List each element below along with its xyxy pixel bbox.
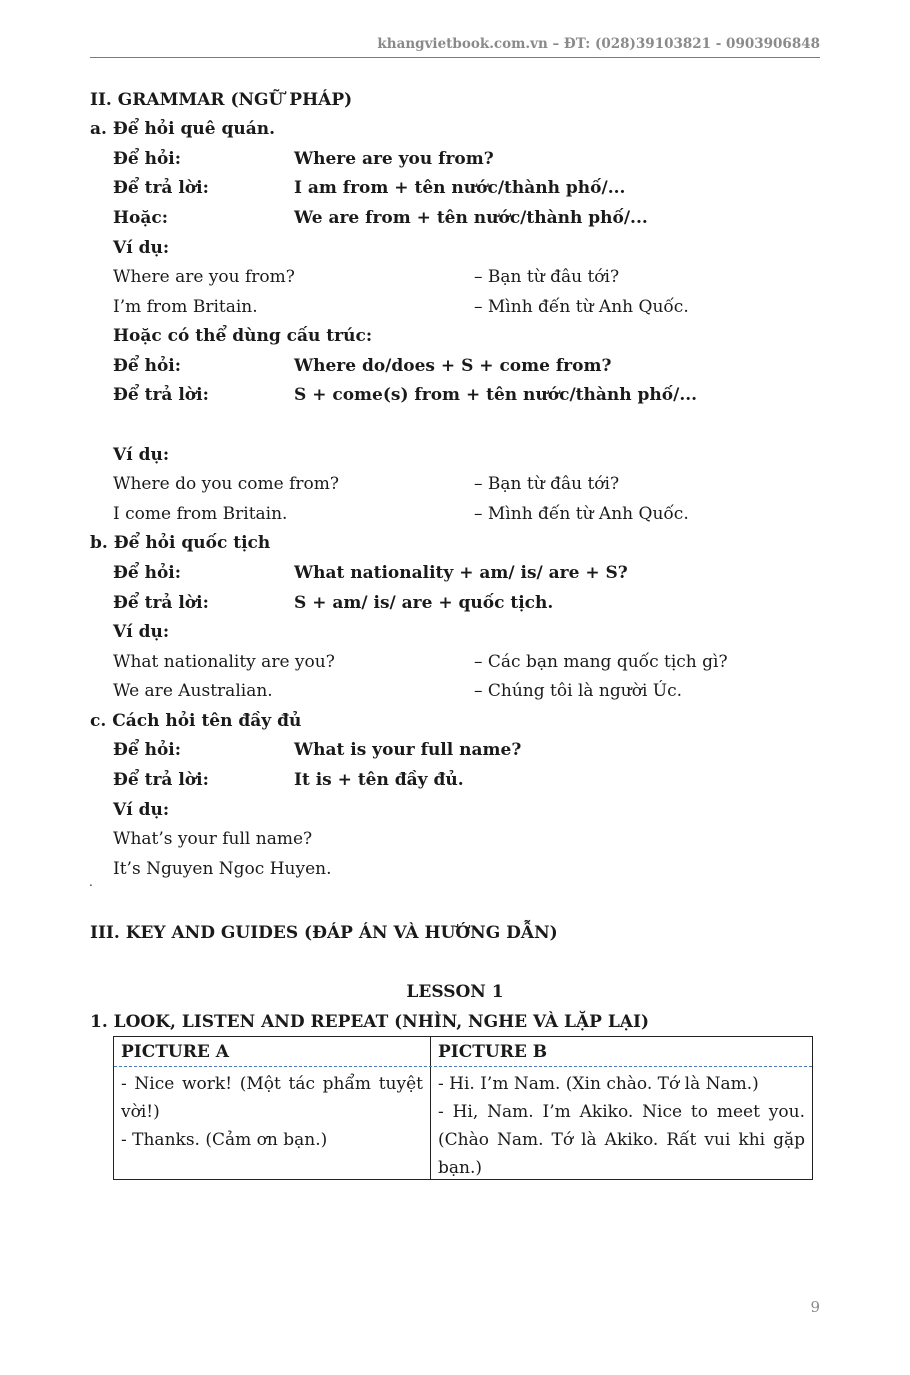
table-header-picture-a: PICTURE A: [121, 1042, 229, 1062]
a-example-row-4: [0, 503, 910, 525]
table-cell-picture-a: [121, 1070, 423, 1154]
a-answer2-row: [0, 384, 910, 406]
a-example-row-3: [0, 473, 910, 495]
b-answer-row: [0, 592, 910, 614]
task-1-heading: 1. LOOK, LISTEN AND REPEAT (NHÌN, NGHE VÀ LẶP LẠI): [90, 1012, 649, 1032]
c-answer-pattern: It is + tên đầy đủ.: [294, 770, 464, 790]
a-answer-row: [0, 177, 910, 199]
b-ask-label: Để hỏi:: [113, 563, 182, 583]
subsection-a-heading: a. Để hỏi quê quán.: [90, 119, 276, 139]
b-example-row-1: [0, 651, 910, 673]
a-ask2-row: [0, 355, 910, 377]
a-answer2-pattern: S + come(s) from + tên nước/thành phố/...: [294, 385, 698, 405]
a-or-row: [0, 207, 910, 229]
a-ex1-vi: – Bạn từ đâu tới?: [474, 267, 620, 287]
a-example-row-2: [0, 296, 910, 318]
c-answer-label: Để trả lời:: [113, 770, 209, 790]
a-alt-heading: Hoặc có thể dùng cấu trúc:: [113, 326, 373, 346]
a-ask-pattern: Where are you from?: [294, 149, 494, 169]
a-ex4-en: I come from Britain.: [113, 504, 288, 524]
picture-b-line-1: - Hi. I’m Nam. (Xin chào. Tớ là Nam.): [438, 1074, 759, 1094]
a-answer2-label: Để trả lời:: [113, 385, 209, 405]
b-ex2-vi: – Chúng tôi là người Úc.: [474, 681, 683, 701]
a-ex1-en: Where are you from?: [113, 267, 295, 287]
c-example-label: Ví dụ:: [113, 800, 170, 820]
lesson-title: LESSON 1: [406, 982, 504, 1002]
a-answer-label: Để trả lời:: [113, 178, 209, 198]
subsection-c-heading: c. Cách hỏi tên đầy đủ: [90, 711, 302, 731]
stray-dot: .: [89, 875, 93, 889]
a-example-row-1: [0, 266, 910, 288]
section-2-title: II. GRAMMAR (NGỮ PHÁP): [90, 90, 353, 110]
page-header: khangvietbook.com.vn – ĐT: (028)39103821 - 0903906848: [377, 36, 820, 52]
c-answer-row: [0, 769, 910, 791]
b-example-label: Ví dụ:: [113, 622, 170, 642]
a-example2-label: Ví dụ:: [113, 445, 170, 465]
a-ex4-vi: – Mình đến từ Anh Quốc.: [474, 504, 689, 524]
a-or-pattern: We are from + tên nước/thành phố/...: [294, 208, 648, 228]
a-ask2-label: Để hỏi:: [113, 356, 182, 376]
b-answer-label: Để trả lời:: [113, 593, 209, 613]
b-ask-pattern: What nationality + am/ is/ are + S?: [294, 563, 628, 583]
section-3-title: III. KEY AND GUIDES (ĐÁP ÁN VÀ HƯỚNG DẪN): [90, 923, 558, 943]
a-ex3-vi: – Bạn từ đâu tới?: [474, 474, 620, 494]
picture-table: [113, 1036, 813, 1180]
a-ask-row: [0, 148, 910, 170]
b-ask-row: [0, 562, 910, 584]
c-ex2-en: It’s Nguyen Ngoc Huyen.: [113, 859, 332, 879]
a-ex3-en: Where do you come from?: [113, 474, 340, 494]
header-rule: [90, 57, 820, 58]
page-number: 9: [810, 1298, 820, 1316]
a-ex2-en: I’m from Britain.: [113, 297, 258, 317]
table-cell-picture-b: [438, 1070, 805, 1182]
picture-a-line-2: - Thanks. (Cảm ơn bạn.): [121, 1130, 328, 1150]
b-ex1-vi: – Các bạn mang quốc tịch gì?: [474, 652, 728, 672]
a-or-label: Hoặc:: [113, 208, 169, 228]
a-ask-label: Để hỏi:: [113, 149, 182, 169]
a-ask2-pattern: Where do/does + S + come from?: [294, 356, 612, 376]
c-ex1-en: What’s your full name?: [113, 829, 313, 849]
b-ex1-en: What nationality are you?: [113, 652, 335, 672]
b-example-row-2: [0, 680, 910, 702]
b-ex2-en: We are Australian.: [113, 681, 273, 701]
c-ask-row: [0, 739, 910, 761]
table-header-picture-b: PICTURE B: [438, 1042, 548, 1062]
a-ex2-vi: – Mình đến từ Anh Quốc.: [474, 297, 689, 317]
a-example-label: Ví dụ:: [113, 238, 170, 258]
b-answer-pattern: S + am/ is/ are + quốc tịch.: [294, 593, 554, 613]
picture-a-line-1: - Nice work! (Một tác phẩm tuyệt vời!): [121, 1074, 423, 1122]
subsection-b-heading: b. Để hỏi quốc tịch: [90, 533, 271, 553]
c-ask-label: Để hỏi:: [113, 740, 182, 760]
table-column-divider: [430, 1037, 431, 1179]
table-header-separator: [114, 1066, 812, 1067]
picture-b-line-2: - Hi, Nam. I’m Akiko. Nice to meet you. (Chào Nam. Tớ là Akiko. Rất vui khi gặp bạn.): [438, 1102, 805, 1178]
c-ask-pattern: What is your full name?: [294, 740, 522, 760]
a-answer-pattern: I am from + tên nước/thành phố/...: [294, 178, 626, 198]
